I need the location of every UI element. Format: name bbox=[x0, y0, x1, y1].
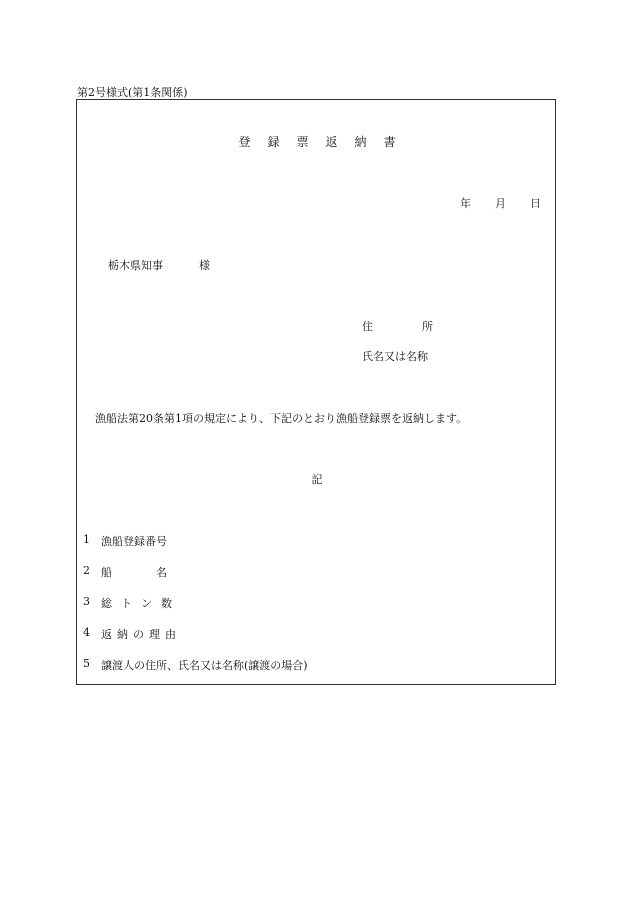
applicant-block bbox=[362, 318, 433, 378]
item-char: ン bbox=[141, 597, 152, 610]
date-year: 年 bbox=[460, 197, 471, 210]
ki-heading: 記 bbox=[311, 473, 323, 486]
item-number: 2 bbox=[83, 564, 90, 577]
items-list bbox=[83, 533, 308, 688]
item-number: 5 bbox=[83, 657, 90, 670]
item-number: 3 bbox=[83, 595, 90, 608]
list-item bbox=[83, 657, 308, 688]
document-title: 登録票返納書 bbox=[238, 135, 413, 149]
date-month: 月 bbox=[495, 197, 506, 210]
item-char: 名 bbox=[156, 566, 167, 579]
item-char: 総 bbox=[101, 597, 112, 610]
body-text: 漁船法第20条第1項の規定により、下記のとおり漁船登録票を返納します。 bbox=[95, 412, 468, 425]
item-char: 船 bbox=[101, 566, 112, 579]
applicant-address-label bbox=[362, 318, 433, 348]
item-label bbox=[101, 626, 176, 657]
list-item bbox=[83, 626, 308, 657]
item-label: 漁船登録番号 bbox=[101, 535, 167, 548]
item-char: 理 bbox=[149, 628, 160, 641]
item-number: 1 bbox=[83, 533, 90, 546]
date-day: 日 bbox=[530, 197, 541, 210]
item-char: 数 bbox=[161, 597, 172, 610]
addressee-name: 栃木県知事 bbox=[108, 259, 163, 272]
list-item bbox=[83, 564, 308, 595]
item-number: 4 bbox=[83, 626, 90, 639]
addressee bbox=[108, 257, 210, 273]
item-char: 納 bbox=[117, 628, 128, 641]
applicant-name-label: 氏名又は名称 bbox=[362, 350, 428, 363]
form-number: 第2号様式(第1条関係) bbox=[77, 86, 188, 99]
address-char: 所 bbox=[422, 320, 433, 333]
list-item bbox=[83, 533, 308, 564]
date-line bbox=[460, 195, 541, 211]
item-char: 返 bbox=[101, 628, 112, 641]
form-frame bbox=[76, 99, 556, 685]
item-char: ト bbox=[121, 597, 132, 610]
item-label: 譲渡人の住所、氏名又は名称(譲渡の場合) bbox=[101, 659, 308, 672]
addressee-honorific: 様 bbox=[199, 259, 210, 272]
list-item bbox=[83, 595, 308, 626]
address-char: 住 bbox=[362, 320, 373, 333]
item-label bbox=[101, 595, 172, 626]
item-char: 由 bbox=[165, 628, 176, 641]
item-char: の bbox=[133, 628, 144, 641]
item-label bbox=[101, 564, 167, 595]
